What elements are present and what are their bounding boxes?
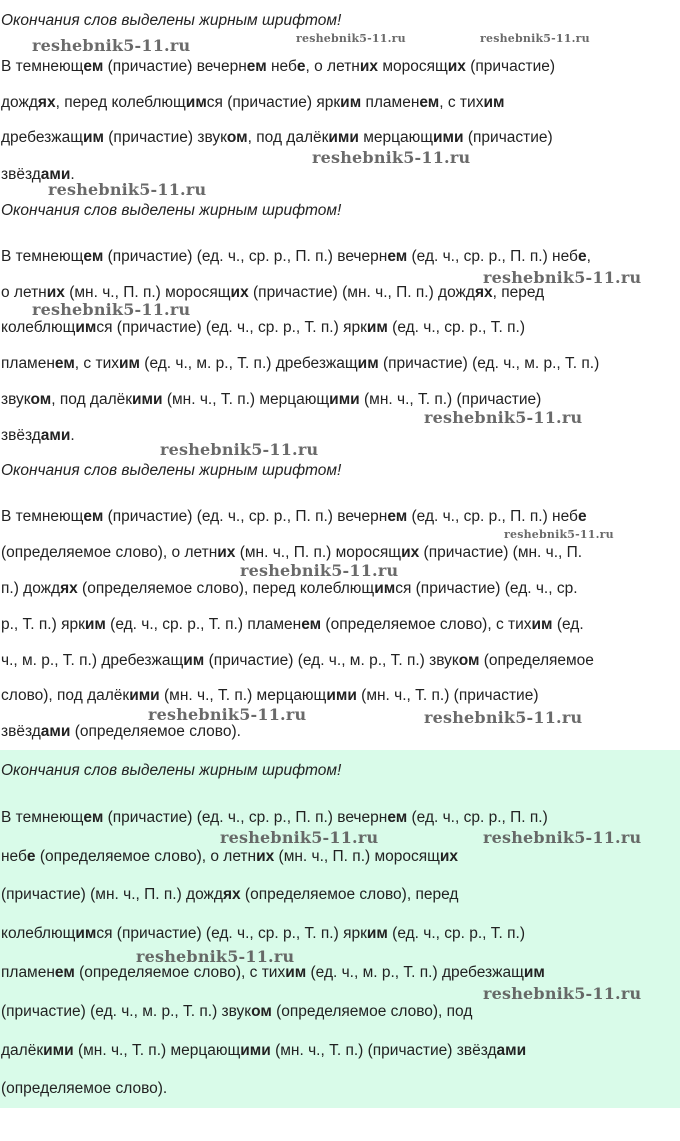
text-segment: (мн. ч., Т. п.) (причастие) [356, 687, 539, 704]
text-segment: (причастие) звук [103, 129, 227, 146]
bold-ending: ими [43, 1042, 74, 1059]
bold-ending: их [359, 58, 379, 75]
text-segment: (определяемое слово). [1, 1080, 168, 1097]
text-segment: (определяемое слово), с тих [321, 616, 532, 633]
text-segment: , под далёк [51, 391, 133, 408]
text-line [1, 925, 525, 943]
text-line [1, 129, 553, 147]
bold-ending: ях [474, 284, 493, 301]
watermark: reshebnik5-11.ru [483, 268, 642, 287]
bold-ending: ем [83, 248, 104, 265]
bold-ending: им [82, 129, 104, 146]
bold-ending: ими [240, 1042, 271, 1059]
bold-ending: ом [226, 129, 248, 146]
text-segment: (причастие) (ед. ч., м. р., Т. п.) [378, 355, 600, 372]
answer-block-1 [0, 0, 680, 200]
bold-ending: им [183, 652, 205, 669]
bold-ending: ем [54, 964, 75, 981]
bold-ending: ими [328, 129, 359, 146]
text-segment: (мн. ч., П. п.) моросящ [274, 848, 440, 865]
watermark: reshebnik5-11.ru [424, 708, 583, 727]
text-segment: (ед. [552, 616, 584, 633]
text-segment: В темнеющ [1, 248, 84, 265]
bold-ending: ем [83, 508, 104, 525]
text-segment: звёзд [1, 166, 41, 183]
text-segment: (мн. ч., Т. п.) (причастие) звёзд [270, 1042, 497, 1059]
text-segment: ч., м. р., Т. п.) дребезжащ [1, 652, 184, 669]
text-segment: (определяемое слово), с тих [74, 964, 286, 981]
text-segment: , перед [492, 284, 545, 301]
watermark: reshebnik5-11.ru [48, 180, 207, 199]
text-segment: , о летн [305, 58, 360, 75]
text-segment: (причастие) (ед. ч., ср. р., П. п.) вечерн [103, 248, 388, 265]
bold-ending: им [366, 925, 388, 942]
text-segment: звук [1, 391, 31, 408]
watermark: reshebnik5-11.ru [240, 561, 399, 580]
text-segment: звёзд [1, 723, 41, 740]
text-segment: ся (причастие) (ед. ч., ср. [395, 580, 578, 597]
bold-ending: ем [419, 94, 440, 111]
text-segment: (причастие) (мн. ч., П. п.) дожд [248, 284, 475, 301]
text-segment: (определяемое слово), под [271, 1003, 473, 1020]
bold-ending: ом [30, 391, 52, 408]
bold-ending: ем [83, 58, 104, 75]
bold-ending: е [26, 848, 36, 865]
text-line [1, 427, 75, 445]
text-segment: (ед. ч., ср. р., Т. п.) [387, 925, 526, 942]
text-segment: неб [1, 848, 27, 865]
text-segment: (мн. ч., Т. п.) мерцающ [159, 687, 327, 704]
text-segment: , под далёк [247, 129, 329, 146]
text-segment: неб [266, 58, 297, 75]
bold-ending: ем [387, 809, 408, 826]
text-segment: (определяемое слово), о летн [1, 544, 218, 561]
bold-ending: ами [40, 723, 71, 740]
text-segment: колеблющ [1, 319, 76, 336]
text-segment: , с тих [74, 355, 119, 372]
text-line [1, 544, 582, 562]
text-segment: (определяемое слово), о летн [35, 848, 257, 865]
text-segment: (мн. ч., П. п.) моросящ [64, 284, 231, 301]
text-segment: (ед. ч., м. р., Т. п.) дребезжащ [139, 355, 358, 372]
bold-ending: им [483, 94, 505, 111]
bold-ending: им [118, 355, 140, 372]
bold-ending: их [401, 544, 420, 561]
text-segment: (ед. ч., ср. р., П. п.) [407, 809, 548, 826]
watermark: reshebnik5-11.ru [148, 705, 307, 724]
text-segment: (ед. ч., ср. р., Т. п.) [387, 319, 526, 336]
text-segment: р., Т. п.) ярк [1, 616, 85, 633]
bold-ending: их [256, 848, 275, 865]
text-segment: (ед. ч., ср. р., П. п.) неб [407, 248, 578, 265]
text-segment: (причастие) (мн. ч., П. [419, 544, 583, 561]
text-segment: (мн. ч., Т. п.) мерцающ [162, 391, 330, 408]
text-segment: (определяемое [479, 652, 594, 669]
answer-block-4-highlighted [0, 750, 680, 1108]
text-line [1, 848, 458, 866]
bold-ending: их [439, 848, 459, 865]
bold-ending: им [366, 319, 388, 336]
text-segment: пламен [361, 94, 420, 111]
bold-ending: ими [129, 687, 160, 704]
text-line [1, 1003, 472, 1021]
block-heading: Окончания слов выделены жирным шрифтом! [1, 462, 342, 479]
text-segment: дребезжащ [1, 129, 83, 146]
text-segment: , перед колеблющ [55, 94, 186, 111]
text-line [1, 94, 504, 112]
bold-ending: ях [222, 886, 241, 903]
text-segment: В темнеющ [1, 809, 84, 826]
watermark: reshebnik5-11.ru [32, 36, 191, 55]
text-segment: ся (причастие) ярк [206, 94, 341, 111]
bold-ending: ими [433, 129, 464, 146]
text-segment: (причастие) вечерн [103, 58, 247, 75]
text-segment: мерцающ [358, 129, 434, 146]
text-segment: (определяемое слово). [70, 723, 241, 740]
text-segment: слово), под далёк [1, 687, 130, 704]
bold-ending: им [357, 355, 379, 372]
block-heading: Окончания слов выделены жирным шрифтом! [1, 762, 342, 779]
text-segment: (причастие) (мн. ч., П. п.) дожд [1, 886, 223, 903]
bold-ending: ими [329, 391, 360, 408]
watermark: reshebnik5-11.ru [32, 300, 191, 319]
text-line [1, 508, 587, 526]
bold-ending: им [285, 964, 307, 981]
watermark: reshebnik5-11.ru [296, 32, 406, 45]
text-line [1, 687, 539, 705]
text-segment: далёк [1, 1042, 44, 1059]
bold-ending: им [374, 580, 396, 597]
bold-ending: им [75, 925, 97, 942]
text-line [1, 1042, 526, 1060]
bold-ending: ем [246, 58, 267, 75]
bold-ending: ем [54, 355, 75, 372]
watermark: reshebnik5-11.ru [480, 32, 590, 45]
text-segment: моросящ [378, 58, 448, 75]
text-segment: (причастие) (ед. ч., ср. р., П. п.) вечерн [103, 809, 388, 826]
text-line [1, 1080, 167, 1098]
text-segment: (мн. ч., Т. п.) мерцающ [73, 1042, 241, 1059]
text-segment: В темнеющ [1, 58, 84, 75]
bold-ending: е [577, 508, 587, 525]
text-segment: колеблющ [1, 925, 76, 942]
watermark: reshebnik5-11.ru [160, 440, 319, 459]
text-line [1, 58, 555, 76]
text-line [1, 809, 548, 827]
bold-ending: ях [37, 94, 56, 111]
text-segment: , [586, 248, 591, 265]
bold-ending: им [523, 964, 545, 981]
watermark: reshebnik5-11.ru [136, 947, 295, 966]
text-segment: (ед. ч., ср. р., П. п.) неб [407, 508, 578, 525]
bold-ending: им [340, 94, 362, 111]
text-segment: . [70, 427, 75, 444]
bold-ending: ами [496, 1042, 527, 1059]
bold-ending: ами [40, 166, 71, 183]
text-line [1, 886, 458, 904]
text-line [1, 723, 241, 741]
text-segment: о летн [1, 284, 47, 301]
text-segment: дожд [1, 94, 38, 111]
bold-ending: им [531, 616, 553, 633]
answer-block-3 [0, 460, 680, 750]
text-line [1, 652, 594, 670]
text-segment: , с тих [439, 94, 484, 111]
bold-ending: их [217, 544, 236, 561]
watermark: reshebnik5-11.ru [504, 528, 614, 541]
text-segment: пламен [1, 355, 55, 372]
bold-ending: их [447, 58, 466, 75]
bold-ending: ами [40, 427, 71, 444]
bold-ending: ем [301, 616, 322, 633]
watermark: reshebnik5-11.ru [424, 408, 583, 427]
text-segment: (причастие) [465, 58, 556, 75]
text-segment: В темнеющ [1, 508, 84, 525]
bold-ending: им [84, 616, 106, 633]
text-segment: (причастие) (ед. ч., ср. р., П. п.) вечерн [103, 508, 388, 525]
bold-ending: их [46, 284, 65, 301]
bold-ending: ими [326, 687, 357, 704]
text-segment: (определяемое слово), перед [240, 886, 459, 903]
text-segment: . [70, 166, 75, 183]
text-segment: (мн. ч., П. п.) моросящ [235, 544, 402, 561]
text-segment: п.) дожд [1, 580, 61, 597]
block-heading: Окончания слов выделены жирным шрифтом! [1, 12, 342, 29]
watermark: reshebnik5-11.ru [220, 828, 379, 847]
bold-ending: ем [387, 248, 408, 265]
bold-ending: ом [251, 1003, 272, 1020]
watermark: reshebnik5-11.ru [483, 984, 642, 1003]
text-segment: пламен [1, 964, 55, 981]
text-segment: (причастие) [463, 129, 553, 146]
bold-ending: ем [83, 809, 104, 826]
bold-ending: е [296, 58, 306, 75]
text-segment: (причастие) (ед. ч., м. р., Т. п.) звук [204, 652, 459, 669]
bold-ending: ом [458, 652, 480, 669]
text-segment: (ед. ч., ср. р., Т. п.) пламен [105, 616, 302, 633]
bold-ending: ях [60, 580, 78, 597]
block-heading: Окончания слов выделены жирным шрифтом! [1, 202, 342, 219]
bold-ending: им [75, 319, 97, 336]
bold-ending: ем [387, 508, 408, 525]
text-segment: (ед. ч., м. р., Т. п.) дребезжащ [306, 964, 524, 981]
watermark: reshebnik5-11.ru [483, 828, 642, 847]
text-segment: (мн. ч., Т. п.) (причастие) [359, 391, 542, 408]
text-segment: звёзд [1, 427, 41, 444]
bold-ending: е [577, 248, 587, 265]
text-line [1, 248, 591, 266]
bold-ending: их [230, 284, 249, 301]
text-line [1, 319, 525, 337]
text-segment: (причастие) (ед. ч., м. р., Т. п.) звук [1, 1003, 252, 1020]
bold-ending: ими [132, 391, 163, 408]
text-segment: ся (причастие) (ед. ч., ср. р., Т. п.) ярк [96, 925, 367, 942]
text-segment: (определяемое слово), перед колеблющ [77, 580, 375, 597]
text-segment: ся (причастие) (ед. ч., ср. р., Т. п.) ярк [96, 319, 367, 336]
text-line [1, 580, 578, 598]
text-line [1, 964, 545, 982]
bold-ending: им [185, 94, 207, 111]
text-line [1, 616, 584, 634]
text-line [1, 391, 541, 409]
watermark: reshebnik5-11.ru [312, 148, 471, 167]
text-line [1, 355, 599, 373]
